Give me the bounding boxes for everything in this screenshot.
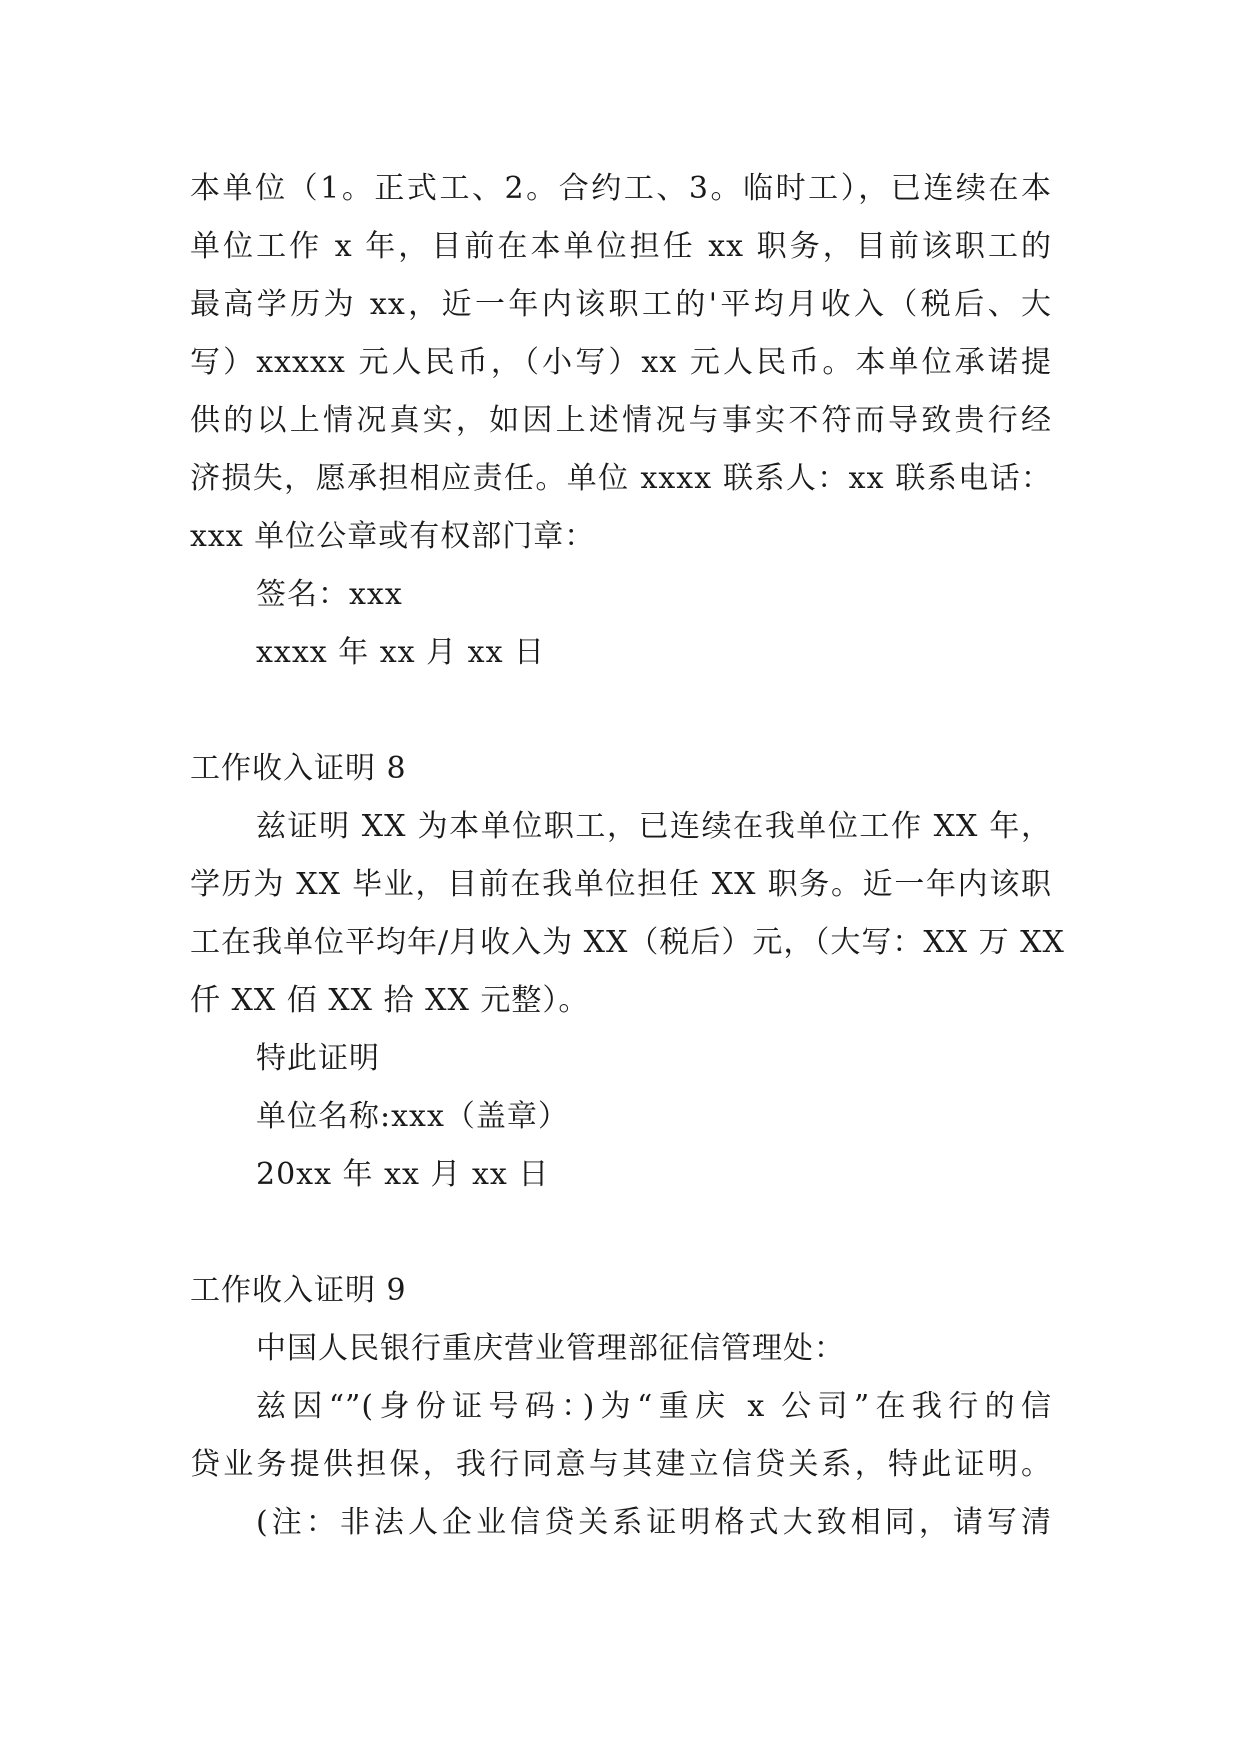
section-title: 工作收入证明 9 [190,1273,407,1308]
addressee-line: 中国人民银行重庆营业管理部征信管理处： [256,1331,845,1366]
paragraph-line: 本单位（1。正式工、2。合约工、3。临时工），已连续在本 [190,171,1052,206]
signature-line: 签名：xxx [256,577,403,612]
paragraph-line: xxx 单位公章或有权部门章： [190,519,596,554]
paragraph-line: 写）xxxxx 元人民币，（小写）xx 元人民币。本单位承诺提 [190,345,1052,380]
section-7 [190,160,1052,682]
section-spacer [190,682,1052,740]
section-title: 工作收入证明 8 [190,751,407,786]
paragraph-line: 仟 XX 佰 XX 拾 XX 元整）。 [190,983,590,1018]
paragraph-line: 兹因“”(身份证号码：)为“重庆 x 公司”在我行的信 [256,1389,1052,1424]
paragraph-line: 兹证明 XX 为本单位职工，已连续在我单位工作 XX 年， [256,809,1052,844]
paragraph-line: 贷业务提供担保，我行同意与其建立信贷关系，特此证明。 [190,1447,1052,1482]
section-8 [190,740,1065,1204]
unit-name-line: 单位名称:xxx（盖章） [256,1099,569,1134]
paragraph-line: 工在我单位平均年/月收入为 XX（税后）元，（大写：XX 万 XX [190,925,1065,960]
section-spacer [190,1204,1052,1262]
paragraph-line: 供的以上情况真实，如因上述情况与事实不符而导致贵行经 [190,403,1052,438]
section-9 [190,1262,1052,1552]
paragraph-line: 学历为 XX 毕业，目前在我单位担任 XX 职务。近一年内该职 [190,867,1052,902]
paragraph-line: 济损失，愿承担相应责任。单位 xxxx 联系人：xx 联系电话： [190,461,1052,496]
paragraph-line: 最高学历为 xx，近一年内该职工的'平均月收入（税后、大 [190,287,1052,322]
note-line: (注：非法人企业信贷关系证明格式大致相同，请写清 [256,1505,1052,1540]
document-page [190,160,1065,1552]
closing-line: 特此证明 [256,1041,380,1076]
paragraph-line: 单位工作 x 年，目前在本单位担任 xx 职务，目前该职工的 [190,229,1052,264]
date-line: 20xx 年 xx 月 xx 日 [256,1157,550,1192]
date-line: xxxx 年 xx 月 xx 日 [256,635,546,670]
